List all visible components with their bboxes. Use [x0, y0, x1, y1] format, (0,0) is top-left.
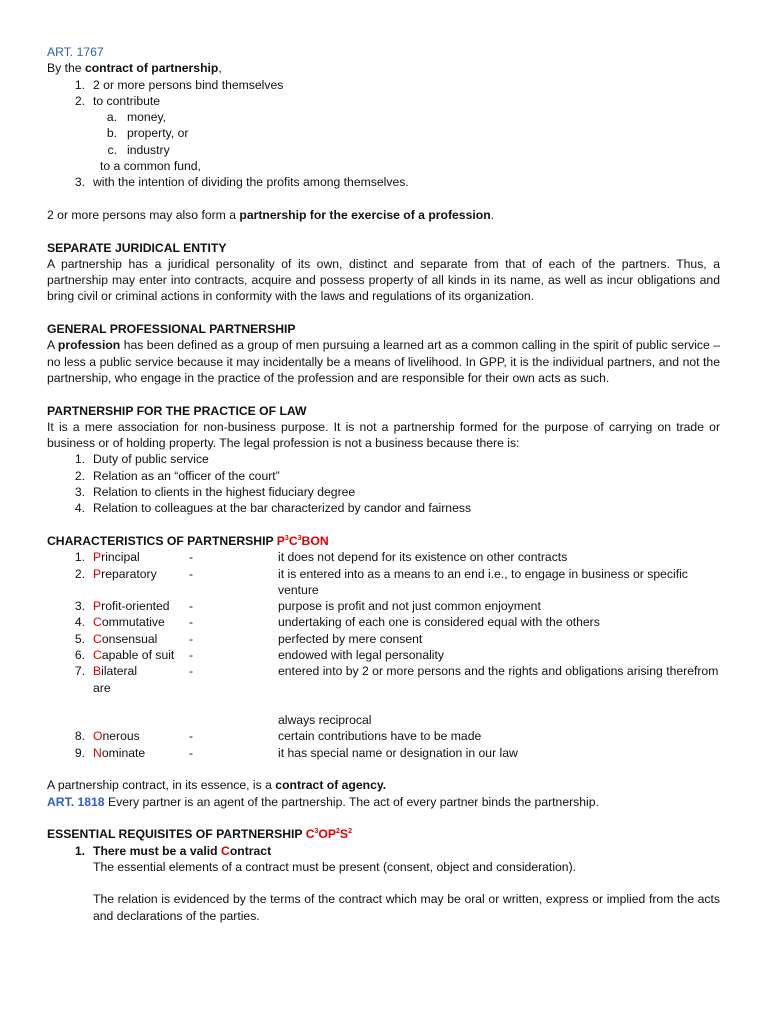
list-item: 1. 2 or more persons bind themselves [74, 77, 284, 92]
list-item: 1. Duty of public service [74, 452, 209, 467]
sub-list-item: b. property, or [106, 126, 189, 141]
list-item: 3. Relation to clients in the highest fiduciary degree [74, 485, 356, 500]
list-item: 2. to contribute [74, 93, 161, 108]
practice-of-law-paragraph: It is a mere association for non-business purpose. It is not a partnership formed for the purpose of carrying on trade or business or of holding property. The legal profession is not a business because there is: [47, 419, 720, 451]
section-heading-separate-entity: SEPARATE JURIDICAL ENTITY [47, 240, 227, 255]
list-item: 4. Relation to colleagues at the bar characterized by candor and fairness [74, 501, 472, 516]
gpp-paragraph: A profession has been defined as a group of men pursuing a learned art as a common calling in the spirit of public service – no less a public service because it may incidentally be a means of livelihood. In GPP, it is the individual partners, and not the partnership, who engage in the practice of the profession and are responsible for their own acts as such. [47, 338, 721, 385]
characteristic-row: 6. Capable of suit - endowed with legal personality [74, 647, 444, 662]
article-1767-label: ART. 1767 [47, 45, 104, 59]
article-1818-sentence: ART. 1818 Every partner is an agent of the partnership. The act of every partner binds the partnership. [47, 794, 599, 809]
requisite-paragraph: The relation is evidenced by the terms of the contract which may be oral or written, express or implied from the acts and declarations of the parties. [93, 892, 720, 923]
requisite-item-heading: 1. There must be a valid Contract [74, 843, 272, 858]
list-item: 2. Relation as an “officer of the court” [74, 468, 280, 483]
characteristic-desc-continuation: always reciprocal [278, 713, 372, 728]
characteristic-row: 3. Profit-oriented - purpose is profit and not just common enjoyment [74, 599, 541, 614]
list-item: 3. with the intention of dividing the profits among themselves. [74, 175, 409, 190]
characteristic-row: 2. Preparatory - it is entered into as a means to an end i.e., to engage in business or specific venture [74, 566, 688, 597]
sub-list-item: a. money, [106, 110, 167, 125]
requisite-paragraph: The essential elements of a contract must be present (consent, object and consideration). [93, 859, 577, 874]
article-1818-label: ART. 1818 [47, 794, 105, 809]
section-heading-essential-requisites: ESSENTIAL REQUISITES OF PARTNERSHIP $C^3OP^2S^2$ [47, 827, 352, 842]
characteristic-row: 9. Nominate - it has special name or designation in our law [74, 745, 518, 760]
profession-partnership-sentence: 2 or more persons may also form a partnership for the exercise of a profession. [47, 207, 495, 222]
sub-list-item: c. industry [107, 142, 170, 157]
separate-entity-paragraph: A partnership has a juridical personality of its own, distinct and separate from that of each of the partners. Thus, a partnership may enter into contracts, acquire and possess property of all kinds in its name, as well as incur obligations and bring civil or criminal actions in conformity with the laws and regulations of its organization. [47, 256, 720, 304]
characteristic-row: 4. Commutative - undertaking of each one is considered equal with the others [74, 615, 600, 630]
common-fund-text: to a common fund, [100, 159, 201, 174]
section-heading-gpp: GENERAL PROFESSIONAL PARTNERSHIP [47, 322, 296, 337]
characteristic-continuation: are [93, 680, 111, 695]
characteristic-row: 7. Bilateral - entered into by 2 or more persons and the rights and obligations arising therefrom [74, 664, 719, 679]
characteristic-row: 1. Principal - it does not depend for its existence on other contracts [74, 550, 568, 565]
characteristic-row: 8. Onerous - certain contributions have to be made [74, 729, 482, 744]
section-heading-practice-of-law: PARTNERSHIP FOR THE PRACTICE OF LAW [47, 403, 307, 418]
agency-sentence: A partnership contract, in its essence, is a contract of agency. [47, 778, 387, 793]
section-heading-characteristics: CHARACTERISTICS OF PARTNERSHIP $P^3C^3BON$ [47, 533, 329, 548]
partnership-definition-intro: By the contract of partnership, [47, 61, 222, 76]
characteristic-row: 5. Consensual - perfected by mere consent [74, 631, 423, 646]
